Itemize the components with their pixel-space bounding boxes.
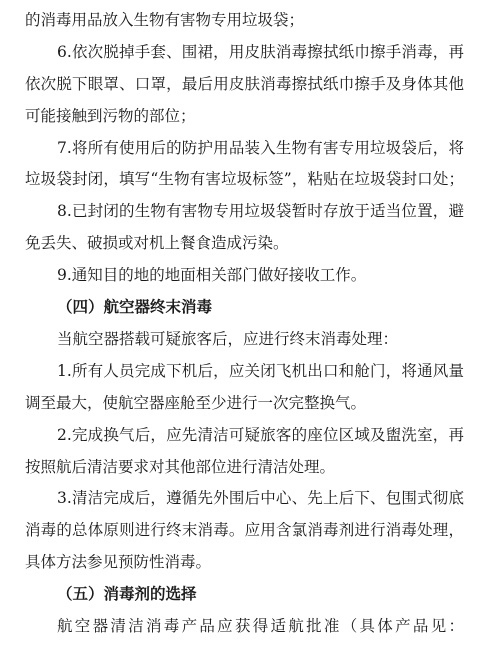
list-item-1: 1.所有人员完成下机后，应关闭飞机出口和舱门，将通风量	[57, 362, 464, 380]
list-item-8: 8.已封闭的生物有害物专用垃圾袋暂时存放于适当位置，避	[57, 202, 464, 220]
text-line: 免丢失、破损或对机上餐食造成污染。	[25, 234, 289, 252]
text-line: 依次脱下眼罩、口罩，最后用皮肤消毒擦拭纸巾擦手及身体其他	[25, 75, 464, 93]
text-line: 消毒的总体原则进行终末消毒。应用含氯消毒剂进行消毒处理，	[25, 521, 464, 539]
list-item-9: 9.通知目的地的地面相关部门做好接收工作。	[57, 266, 367, 284]
list-item-2: 2.完成换气后，应先清洁可疑旅客的座位区域及盥洗室，再	[57, 426, 464, 444]
section-heading: （五）消毒剂的选择	[57, 585, 197, 603]
list-item-6: 6.依次脱掉手套、围裙，用皮肤消毒擦拭纸巾擦手消毒，再	[57, 43, 464, 61]
text-line: 调至最大，使航空器座舱至少进行一次完整换气。	[25, 394, 367, 412]
text-line: 垃圾袋封闭，填写“生物有害垃圾标签”，粘贴在垃圾袋封口处；	[25, 170, 464, 188]
text-line: 可能接触到污物的部位；	[25, 107, 196, 125]
paragraph-text: 航空器清洁消毒产品应获得适航批准（具体产品见：	[57, 617, 464, 635]
list-item-3: 3.清洁完成后，遵循先外围后中心、先上后下、包围式彻底	[57, 489, 464, 507]
paragraph-intro: 当航空器搭载可疑旅客后，应进行终末消毒处理：	[57, 330, 399, 348]
text-line: 的消毒用品放入生物有害物专用垃圾袋；	[25, 11, 305, 29]
list-item-7: 7.将所有使用后的防护用品装入生物有害专用垃圾袋后，将	[57, 139, 464, 157]
section-heading: （四）航空器终末消毒	[57, 298, 213, 316]
text-line: 按照航后清洁要求对其他部位进行清洁处理。	[25, 458, 336, 476]
text-line: 具体方法参见预防性消毒。	[25, 553, 212, 571]
